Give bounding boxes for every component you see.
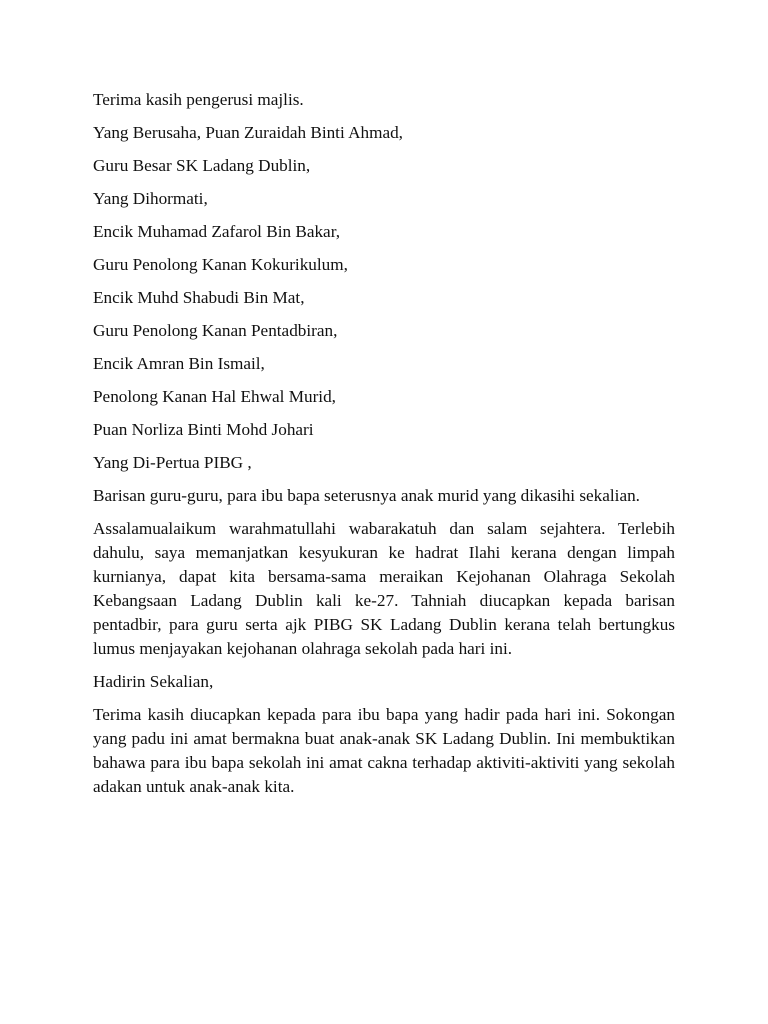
opening-line: Terima kasih pengerusi majlis. xyxy=(93,90,304,109)
salutation-line: Guru Besar SK Ladang Dublin, xyxy=(93,156,311,175)
salutation-line: Guru Penolong Kanan Kokurikulum, xyxy=(93,255,348,274)
salutation-line: Encik Muhamad Zafarol Bin Bakar, xyxy=(93,222,341,241)
thanks-paragraph: Terima kasih diucapkan kepada para ibu bapa yang hadir pada hari ini. Sokongan yang padu ini amat bermakna buat anak-anak SK Ladang Dublin. Ini membuktikan bahawa para ibu bapa sekolah ini amat cakna terhadap aktiviti-aktiviti yang sekolah adakan untuk anak-anak kita. xyxy=(93,705,675,796)
hadirin-heading: Hadirin Sekalian, xyxy=(93,672,214,691)
salutation-line: Guru Penolong Kanan Pentadbiran, xyxy=(93,321,338,340)
salutation-line: Puan Norliza Binti Mohd Johari xyxy=(93,420,314,439)
salutation-line: Encik Muhd Shabudi Bin Mat, xyxy=(93,288,305,307)
greeting-paragraph: Assalamualaikum warahmatullahi wabarakatuh dan salam sejahtera. Terlebih dahulu, saya memanjatkan kesyukuran ke hadrat Ilahi kerana dengan limpah kurnianya, dapat kita bersama-sama meraikan Kejohanan Olahraga Sekolah Kebangsaan Ladang Dublin kali ke-27. Tahniah diucapkan kepada barisan pentadbir, para guru serta ajk PIBG SK Ladang Dublin kerana telah bertungkus lumus menjayakan kejohanan olahraga sekolah pada hari ini. xyxy=(93,519,675,658)
salutation-line: Yang Dihormati, xyxy=(93,189,208,208)
document-page xyxy=(93,88,675,808)
salutation-line: Penolong Kanan Hal Ehwal Murid, xyxy=(93,387,336,406)
salutation-line: Yang Berusaha, Puan Zuraidah Binti Ahmad, xyxy=(93,123,403,142)
audience-paragraph: Barisan guru-guru, para ibu bapa seterusnya anak murid yang dikasihi sekalian. xyxy=(93,486,640,505)
salutation-line: Encik Amran Bin Ismail, xyxy=(93,354,265,373)
salutation-line: Yang Di-Pertua PIBG , xyxy=(93,453,252,472)
